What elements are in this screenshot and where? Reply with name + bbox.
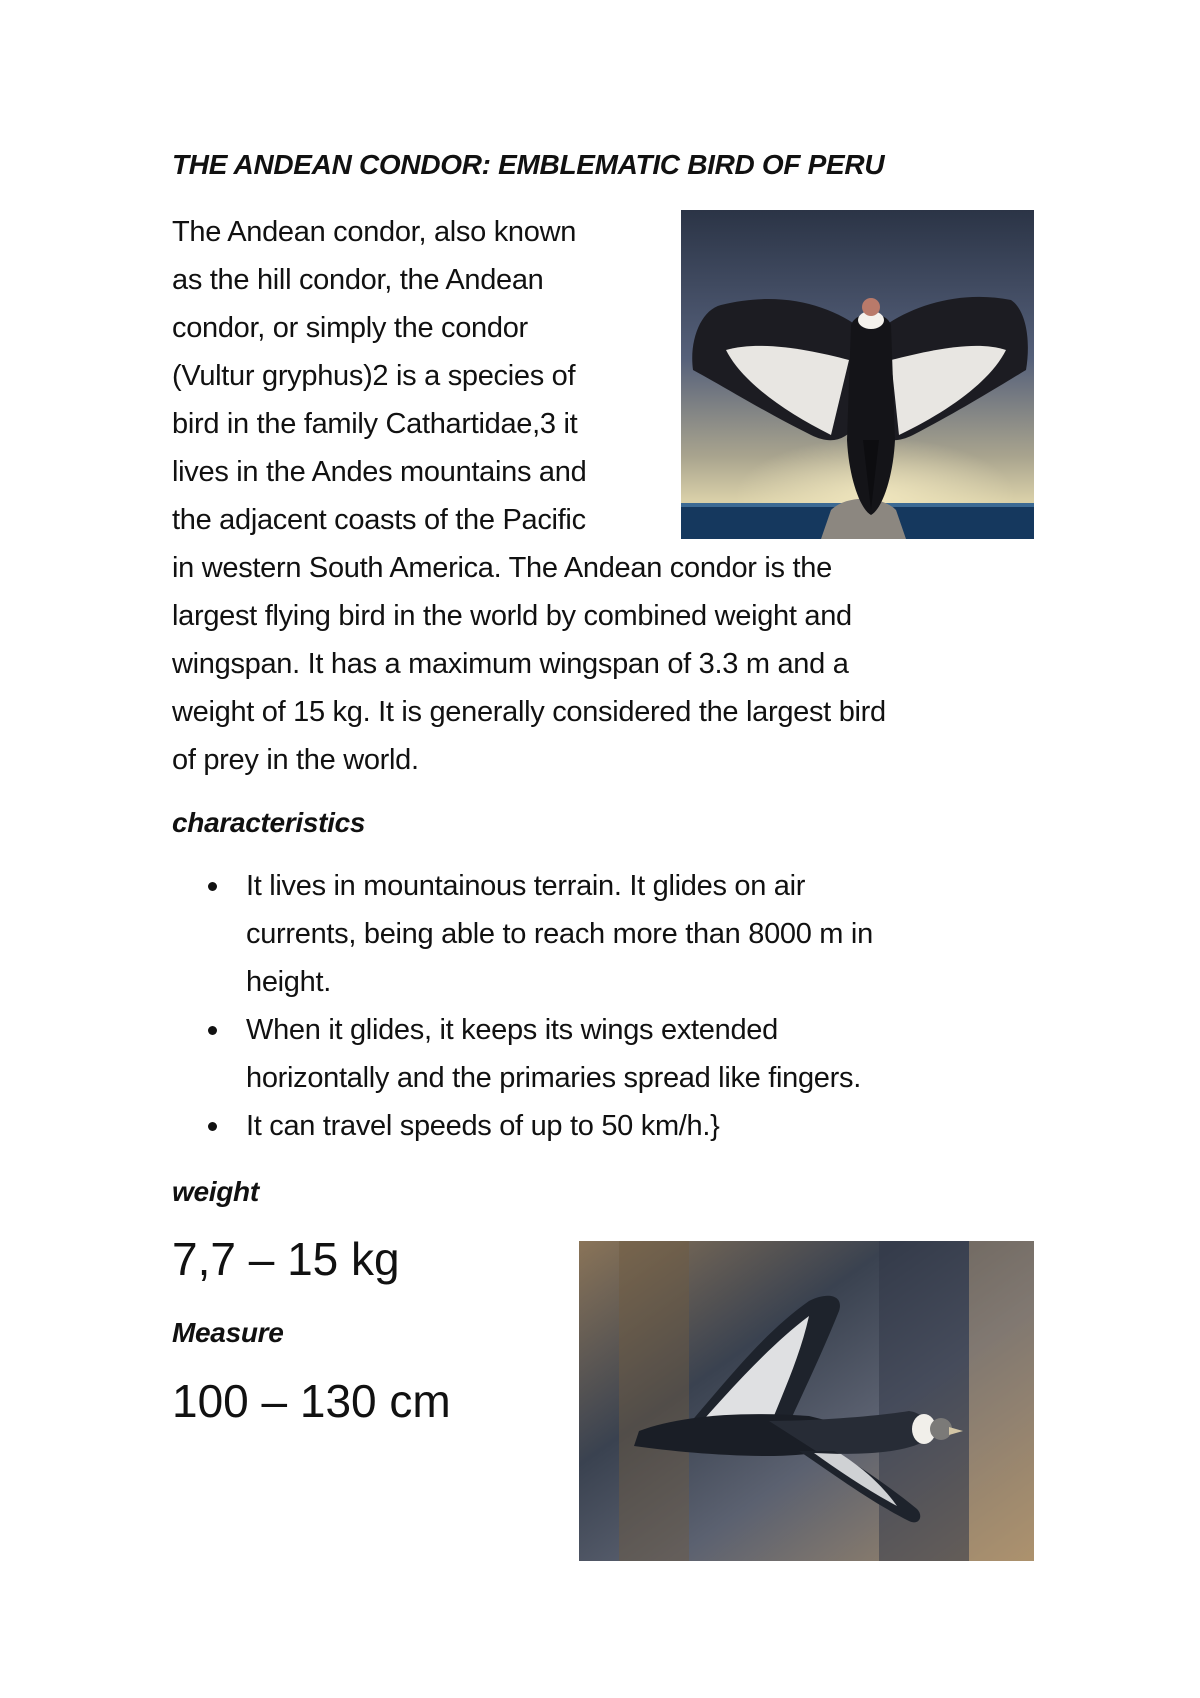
list-item-line: It can travel speeds of up to 50 km/h.} (246, 1110, 720, 1142)
condor-in-flight-photo (579, 1241, 1034, 1561)
bullet-icon (208, 882, 217, 891)
characteristics-heading: characteristics (172, 807, 366, 838)
bullet-icon (208, 1122, 217, 1131)
intro-paragraph-part-2 (172, 544, 1042, 784)
text-line: condor, or simply the condor (172, 312, 528, 344)
document-title: THE ANDEAN CONDOR: EMBLEMATIC BIRD OF PERU (172, 149, 885, 180)
text-line: weight of 15 kg. It is generally considered the largest bird (172, 696, 886, 728)
list-item (172, 1102, 1032, 1150)
weight-value: 7,7 – 15 kg (172, 1233, 400, 1285)
text-line: largest flying bird in the world by combined weight and (172, 600, 852, 632)
text-line: as the hill condor, the Andean (172, 264, 544, 296)
list-item (172, 1006, 1032, 1102)
condor-wings-spread-photo (681, 210, 1034, 539)
characteristics-list (172, 862, 1032, 1150)
bullet-icon (208, 1026, 217, 1035)
text-line: the adjacent coasts of the Pacific (172, 504, 586, 536)
text-line: wingspan. It has a maximum wingspan of 3.3 m and a (172, 648, 849, 680)
text-line: of prey in the world. (172, 744, 419, 776)
list-item (172, 862, 1032, 1006)
list-item-line: height. (246, 966, 331, 998)
list-item-line: It lives in mountainous terrain. It glides on air (246, 870, 806, 902)
text-line: (Vultur gryphus)2 is a species of (172, 360, 576, 392)
list-item-line: currents, being able to reach more than 8000 m in (246, 918, 873, 950)
condor-in-flight-illustration (579, 1241, 1034, 1561)
measure-heading: Measure (172, 1317, 284, 1348)
list-item-line: horizontally and the primaries spread like fingers. (246, 1062, 861, 1094)
weight-heading: weight (172, 1176, 259, 1207)
text-line: lives in the Andes mountains and (172, 456, 587, 488)
measure-value: 100 – 130 cm (172, 1375, 451, 1427)
text-line: bird in the family Cathartidae,3 it (172, 408, 578, 440)
condor-wings-spread-illustration (681, 210, 1034, 539)
text-line: in western South America. The Andean condor is the (172, 552, 832, 584)
list-item-line: When it glides, it keeps its wings extended (246, 1014, 778, 1046)
intro-paragraph-part-1 (172, 208, 672, 544)
text-line: The Andean condor, also known (172, 216, 577, 248)
